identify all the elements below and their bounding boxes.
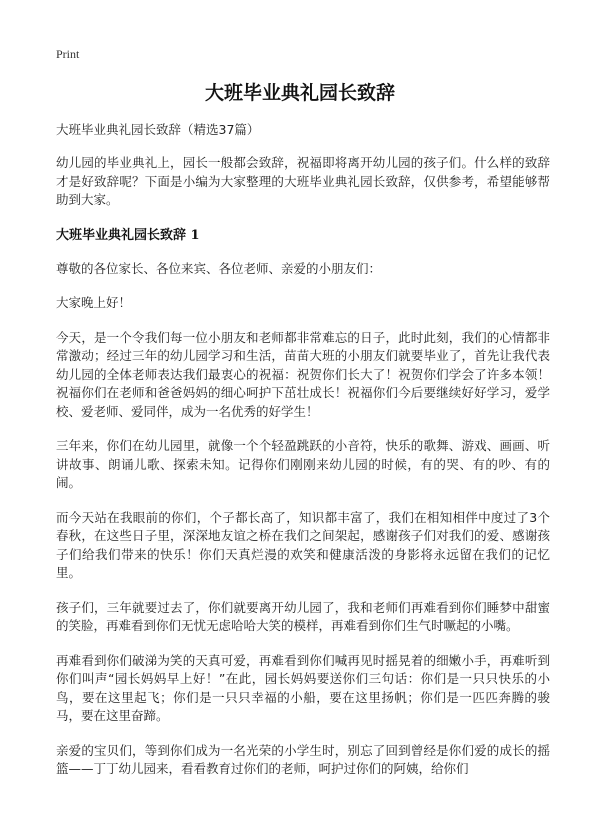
print-link[interactable]: Print (56, 47, 80, 61)
paragraph: 再难看到你们破涕为笑的天真可爱，再难看到你们喊再见时摇晃着的细嫩小手，再难听到你们叫声“园长妈妈早上好！”在此，园长妈妈要送你们三句话：你们是一只只快乐的小鸟，要在这里起飞；你们是一只只幸福的小船，要在这里扬帆；你们是一匹匹奔腾的骏马，要在这里奋蹄。 (56, 652, 550, 723)
article-body (56, 120, 550, 795)
intro-paragraph: 幼儿园的毕业典礼上，园长一般都会致辞，祝福即将离开幼儿园的孩子们。什么样的致辞才是好致辞呢？下面是小编为大家整理的大班毕业典礼园长致辞，仅供参考，希望能够帮助到大家。 (56, 155, 550, 207)
paragraph: 而今天站在我眼前的你们，个子都长高了，知识都丰富了，我们在相知相伴中度过了3个春秋，在这些日子里，深深地友谊之桥在我们之间架起，感谢孩子们对我们的爱、感谢孩子们给我们带来的快乐！你们天真烂漫的欢笑和健康活泼的身影将永远留在我们的记忆里。 (56, 509, 550, 580)
article-subtitle: 大班毕业典礼园长致辞（精选37篇） (56, 122, 260, 137)
paragraph: 孩子们，三年就要过去了，你们就要离开幼儿园了，我和老师们再难看到你们睡梦中甜蜜的笑脸，再难看到你们无忧无虑哈哈大笑的模样，再难看到你们生气时噘起的小嘴。 (56, 599, 550, 633)
paragraph: 三年来，你们在幼儿园里，就像一个个轻盈跳跃的小音符，快乐的歌舞、游戏、画画、听讲故事、朗诵儿歌、探索未知。记得你们刚刚来幼儿园的时候，有的哭、有的吵、有的闹。 (56, 438, 550, 490)
paragraph-greeting: 大家晚上好！ (56, 295, 132, 310)
paragraph-salutation: 尊敬的各位家长、各位来宾、各位老师、亲爱的小朋友们： (56, 260, 382, 276)
page-title: 大班毕业典礼园长致辞 (204, 82, 395, 104)
section-heading: 大班毕业典礼园长致辞 1 (56, 227, 200, 243)
paragraph: 亲爱的宝贝们，等到你们成为一名光荣的小学生时，别忘了回到曾经是你们爱的成长的摇篮——丁丁幼儿园来，看看教育过你们的老师，呵护过你们的阿姨，给你们 (56, 742, 550, 776)
paragraph: 今天，是一个令我们每一位小朋友和老师都非常难忘的日子，此时此刻，我们的心情都非常激动；经过三年的幼儿园学习和生活，苗苗大班的小朋友们就要毕业了，首先让我代表幼儿园的全体老师表达我们最衷心的祝福：祝贺你们长大了！祝贺你们学会了许多本领！祝福你们在老师和爸爸妈妈的细心呵护下茁壮成长！祝福你们今后要继续好好学习，爱学校、爱老师、爱同伴，成为一名优秀的好学生！ (56, 329, 550, 419)
